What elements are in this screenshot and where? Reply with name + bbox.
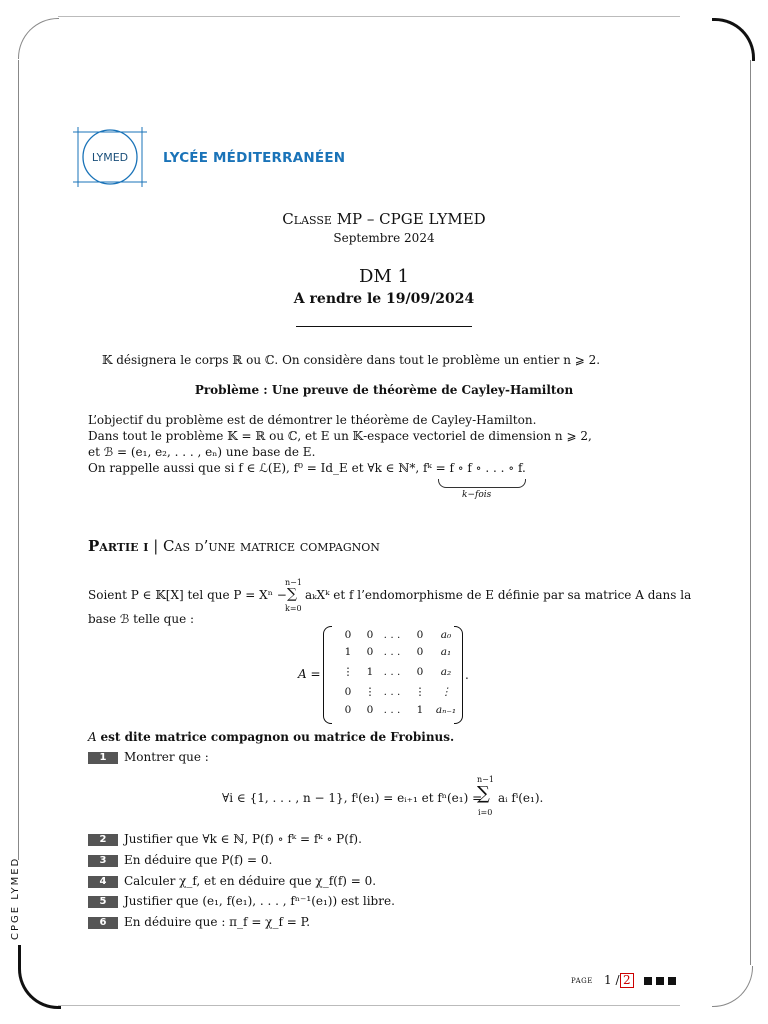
question-text-3: En déduire que P(f) = 0. — [124, 853, 273, 867]
frame-side-left-bold — [18, 945, 21, 967]
class-line: Classe MP – CPGE LYMED — [282, 210, 486, 228]
question-text-4: Calculer χ_f, et en déduire que χ_f(f) = 0. — [124, 874, 377, 888]
part-label: Partie — [88, 537, 139, 555]
frame-corner-bottom-left — [18, 966, 61, 1009]
matrix-cell: 1 — [416, 704, 424, 716]
formula-q1-left: ∀i ∈ {1, . . . , n − 1}, fⁱ(e₁) = eᵢ₊₁ et fⁿ(e₁) = — [222, 791, 483, 805]
matrix-cell: 0 — [416, 629, 424, 641]
matrix-cell: 0 — [416, 646, 424, 658]
statement-line-1a: Soient P ∈ 𝕂[X] tel que P = Xⁿ − — [88, 588, 287, 602]
underbrace-label: k−fois — [462, 490, 492, 500]
formula-q1-sum-symbol: ∑ — [477, 783, 490, 804]
frame-bottom-line — [58, 1005, 680, 1006]
formula-q1-right: aᵢ fⁱ(e₁). — [498, 791, 544, 805]
matrix-cell: . . . — [383, 704, 401, 716]
title-rule — [296, 326, 472, 327]
part-separator: | — [153, 537, 159, 555]
matrix-cell: aₙ₋₁ — [435, 704, 457, 716]
matrix-cell: a₂ — [440, 666, 452, 678]
footer-page-number — [604, 973, 620, 987]
matrix-cell: . . . — [383, 666, 401, 678]
statement-sum-bottom: k=0 — [285, 604, 302, 613]
part-heading: Cas d’une matrice compagnon — [163, 537, 380, 555]
matrix-cell: a₁ — [440, 646, 452, 658]
question-number-6: 6 — [88, 917, 118, 929]
part-title — [88, 537, 380, 555]
question-text-5: Justifier que (e₁, f(e₁), . . . , fⁿ⁻¹(e₁)) est libre. — [124, 894, 395, 908]
matrix-cell: 0 — [416, 666, 424, 678]
matrix-cell: ⋮ — [440, 686, 452, 698]
question-text-1: Montrer que : — [124, 750, 209, 764]
footer-total-pages-link[interactable]: 2 — [620, 973, 634, 988]
statement-sum-symbol: ∑ — [287, 586, 297, 602]
companion-note — [88, 729, 454, 746]
question-number-2: 2 — [88, 834, 118, 846]
matrix-trailing-dot: . — [465, 668, 469, 682]
underbrace — [438, 479, 526, 488]
question-text-6: En déduire que : π_f = χ_f = P. — [124, 915, 311, 929]
objective-line-3: et ℬ = (e₁, e₂, . . . , eₙ) une base de E. — [88, 445, 316, 459]
companion-note-text: est dite matrice compagnon ou matrice de Frobinus. — [100, 730, 455, 744]
footer-square-3 — [668, 977, 676, 985]
assignment-title: DM 1 — [358, 266, 410, 287]
matrix-left-paren — [323, 626, 332, 724]
question-text-2: Justifier que ∀k ∈ ℕ, P(f) ∘ fᵏ = fᵏ ∘ P(f). — [124, 832, 362, 846]
frame-side-left — [18, 60, 19, 860]
companion-matrix — [323, 626, 463, 722]
matrix-cell: . . . — [383, 629, 401, 641]
objective-line-2: Dans tout le problème 𝕂 = ℝ ou ℂ, et E un 𝕂-espace vectoriel de dimension n ⩾ 2, — [88, 429, 592, 443]
matrix-cell: 1 — [366, 666, 374, 678]
objective-line-1: L’objectif du problème est de démontrer le théorème de Cayley-Hamilton. — [88, 413, 537, 427]
frame-side-right — [750, 60, 751, 965]
matrix-cell: 1 — [344, 646, 352, 658]
question-number-1: 1 — [88, 752, 118, 764]
matrix-cell: . . . — [383, 646, 401, 658]
matrix-cell: 0 — [344, 686, 352, 698]
logo-text: LYMED — [91, 151, 129, 164]
footer-separator: / — [615, 973, 620, 987]
formula-q1-sum-top: n−1 — [477, 775, 494, 784]
matrix-cell: 0 — [344, 629, 352, 641]
statement-sum-top: n−1 — [285, 578, 302, 587]
matrix-cell: ⋮ — [364, 686, 376, 698]
footer-square-1 — [644, 977, 652, 985]
matrix-cell: ⋮ — [414, 686, 426, 698]
matrix-cell: . . . — [383, 686, 401, 698]
part-number: i — [143, 537, 149, 555]
question-number-5: 5 — [88, 896, 118, 908]
frame-corner-top-left — [18, 18, 59, 59]
frame-corner-bottom-right — [712, 966, 753, 1007]
objective-line-4: On rappelle aussi que si f ∈ ℒ(E), f⁰ = Id_E et ∀k ∈ ℕ*, fᵏ = f ∘ f ∘ . . . ∘ f. — [88, 461, 526, 475]
footer-page-label: page — [571, 975, 593, 986]
matrix-cell: a₀ — [440, 629, 452, 641]
problem-title: Problème : Une preuve de théorème de Cayley-Hamilton — [194, 383, 574, 397]
due-date: A rendre le 19/09/2024 — [293, 291, 475, 307]
footer-square-2 — [656, 977, 664, 985]
matrix-cell: 0 — [344, 704, 352, 716]
footer-current-page: 1 — [604, 973, 612, 987]
question-number-3: 3 — [88, 855, 118, 867]
statement-line-2: base ℬ telle que : — [88, 612, 195, 626]
matrix-lhs: A = — [298, 667, 321, 681]
school-name: LYCÉE MÉDITERRANÉEN — [163, 150, 346, 166]
intro-text: 𝕂 désignera le corps ℝ ou ℂ. On considère dans tout le problème un entier n ⩾ 2. — [102, 353, 601, 367]
matrix-cell: 0 — [366, 629, 374, 641]
frame-top-line — [58, 16, 680, 17]
question-number-4: 4 — [88, 876, 118, 888]
school-logo — [73, 127, 147, 187]
date-line: Septembre 2024 — [333, 231, 435, 245]
side-label: CPGE LYMED — [10, 856, 21, 940]
frame-corner-top-right — [712, 18, 755, 61]
matrix-cell: 0 — [366, 646, 374, 658]
formula-q1-sum-bottom: i=0 — [478, 808, 493, 817]
companion-note-symbol: A — [88, 730, 97, 744]
matrix-cell: ⋮ — [342, 666, 354, 678]
matrix-cell: 0 — [366, 704, 374, 716]
statement-line-1b: aₖXᵏ et f l’endomorphisme de E définie par sa matrice A dans la — [305, 588, 692, 602]
